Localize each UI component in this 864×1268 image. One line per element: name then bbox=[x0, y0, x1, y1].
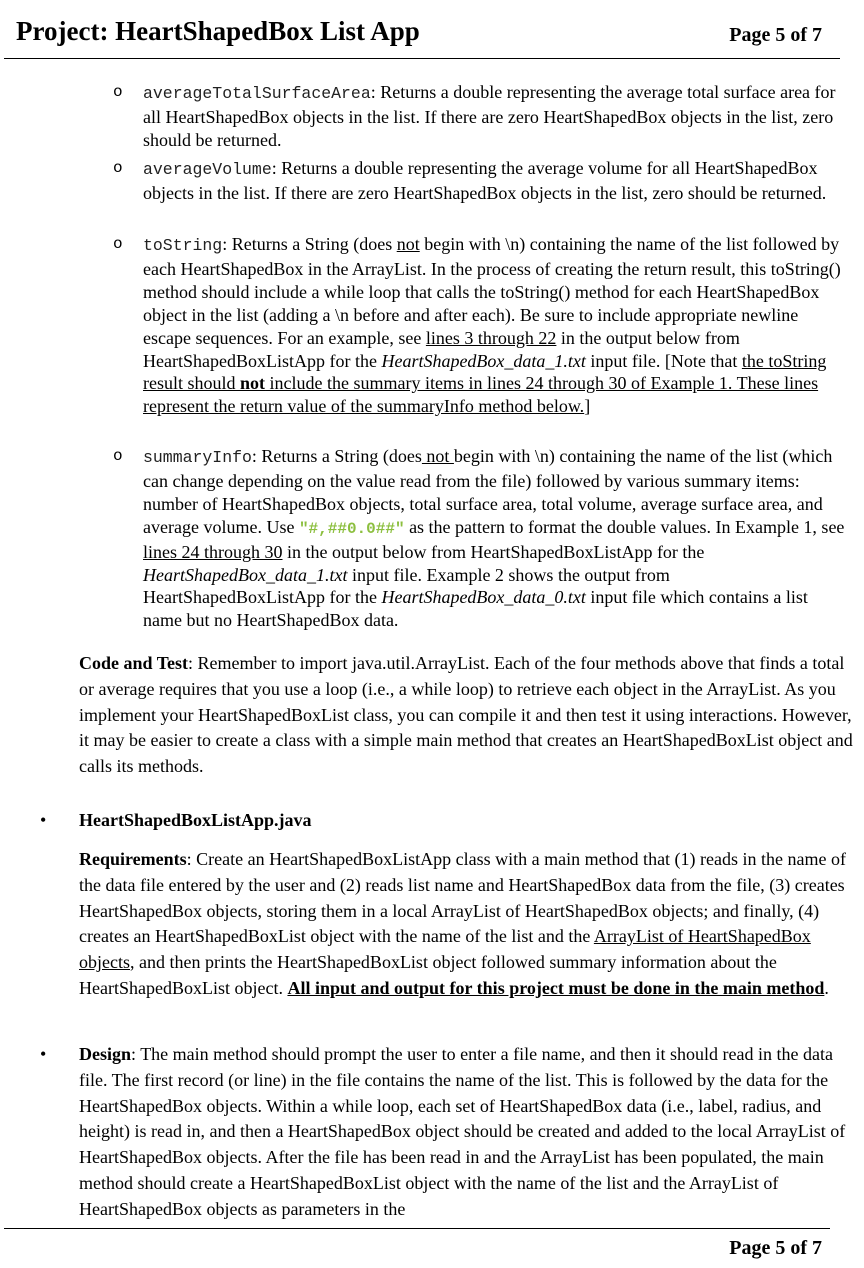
requirements-paragraph bbox=[79, 847, 854, 1002]
text-segment: input file. [Note that bbox=[585, 350, 742, 371]
main-method-emphasis: All input and output for this project must be done in the main method bbox=[287, 977, 825, 998]
file-name: HeartShapedBox_data_1.txt bbox=[143, 564, 348, 585]
method-description: : Returns a double representing the average volume for all HeartShapedBox objects in the list. If there are zero HeartShapedBox objects in the list, zero should be returned. bbox=[143, 158, 827, 203]
paragraph-text: : Remember to import java.util.ArrayList. Each of the four methods above that finds a total or average requires that you use a loop (i.e., a while loop) to retrieve each object in the ArrayList. As you implement your HeartShapedBoxList class, you can compile it and then test it using interactions. However, it may be easier to create a class with a simple main method that creates an HeartShapedBoxList object and calls its methods. bbox=[79, 653, 853, 777]
method-averageTotalSurfaceArea bbox=[143, 81, 845, 152]
header-rule bbox=[4, 58, 840, 59]
sub-bullet-marker: o bbox=[113, 447, 123, 465]
code-and-test-paragraph bbox=[79, 651, 854, 780]
emphasis-not: not bbox=[240, 373, 266, 394]
text-segment: . bbox=[824, 977, 829, 998]
text-segment: : Returns a String (does bbox=[222, 234, 397, 254]
text-segment: in the output below from HeartShapedBoxListApp for the bbox=[282, 541, 705, 562]
method-name: toString bbox=[143, 236, 223, 255]
text-segment: the toString result should bbox=[143, 350, 827, 394]
bullet-marker: • bbox=[40, 1044, 47, 1064]
header-page-number: Page 5 of 7 bbox=[729, 24, 822, 46]
method-name: averageTotalSurfaceArea bbox=[143, 84, 371, 103]
sub-bullet-marker: o bbox=[113, 235, 123, 253]
text-segment: include the summary items in lines 24 through 30 of Example 1. These lines represent the return value of the summaryInfo method below. bbox=[143, 373, 819, 417]
file-name: HeartShapedBox_data_0.txt bbox=[381, 587, 586, 608]
text-segment: in the output below from HeartShapedBoxListApp for the bbox=[143, 327, 740, 371]
text-segment: , and then prints the HeartShapedBoxList object followed summary information about the HeartShapedBoxList object. bbox=[79, 952, 777, 998]
document-title: Project: HeartShapedBox List App bbox=[16, 16, 420, 46]
arraylist-reference: ArrayList of HeartShapedBox objects bbox=[79, 926, 811, 973]
lines-reference: lines 3 through 22 bbox=[425, 327, 557, 348]
text-segment: input file. Example 2 shows the output from HeartShapedBoxListApp for the bbox=[143, 564, 670, 608]
paragraph-text: : The main method should prompt the user to enter a file name, and then it should read in the data file. The first record (or line) in the file contains the name of the list. This is followed by the data for the HeartShapedBox objects. Within a while loop, each set of HeartShapedBox data (i.e., label, radius, and height) is read in, and then a HeartShapedBox object should be created and added to the local ArrayList of HeartShapedBox objects. After the file has been read in and the ArrayList has been populated, the main method should create a HeartShapedBoxList object with the name of the list and the ArrayList of HeartShapedBox objects as parameters in the bbox=[79, 1044, 846, 1219]
text-segment: : Create an HeartShapedBoxListApp class with a main method that (1) reads in the name of the data file entered by the user and (2) reads list name and HeartShapedBox data from the file, (3) creates HeartShapedBox objects, storing them in a local ArrayList of HeartShapedBox objects; and finally, (4) creates an HeartShapedBoxList object with the name of the list and the bbox=[79, 849, 846, 947]
sub-bullet-marker: o bbox=[113, 83, 123, 101]
text-segment: : Returns a String (does bbox=[251, 446, 422, 466]
bullet-marker: • bbox=[40, 810, 47, 830]
section-heading-app: HeartShapedBoxListApp.java bbox=[79, 810, 312, 830]
text-segment: begin with \n) containing the name of the list followed by each HeartShapedBox in the ArrayList. In the process of creating the return result, this toString() method should include a while loop that calls the toString() method for each HeartShapedBox object in the list (adding a \n before and after each). Be sure to include appropriate newline escape sequences. For an example, see bbox=[143, 234, 841, 348]
text-segment: begin with \n) containing the name of the list (which can change depending on the value read from the file) followed by various summary items: number of HeartShapedBox objects, total surface area, total volume, average surface area, and average volume. Use bbox=[143, 446, 833, 537]
method-summaryInfo bbox=[143, 445, 845, 632]
method-toString bbox=[143, 233, 845, 418]
method-description: : Returns a double representing the average total surface area for all HeartShapedBox objects in the list. If there are zero HeartShapedBox objects in the list, zero should be returned. bbox=[143, 82, 836, 150]
footer-rule bbox=[4, 1228, 830, 1229]
design-paragraph bbox=[79, 1042, 854, 1223]
lines-reference: lines 24 through 30 bbox=[143, 541, 283, 562]
method-averageVolume bbox=[143, 157, 845, 205]
paragraph-label: Code and Test bbox=[79, 653, 189, 673]
sub-bullet-marker: o bbox=[113, 159, 123, 177]
text-segment: ] bbox=[584, 396, 591, 417]
text-segment: input file which contains a list name but no HeartShapedBox data. bbox=[143, 587, 808, 631]
format-pattern: "#,##0.0##" bbox=[298, 519, 405, 538]
paragraph-label: Design bbox=[79, 1044, 132, 1064]
emphasis-not: not bbox=[396, 234, 420, 254]
method-name: averageVolume bbox=[143, 160, 272, 179]
footer-page-number: Page 5 of 7 bbox=[729, 1237, 822, 1259]
paragraph-label: Requirements bbox=[79, 849, 187, 869]
text-segment: as the pattern to format the double values. In Example 1, see bbox=[404, 516, 845, 537]
method-name: summaryInfo bbox=[143, 448, 252, 467]
file-name: HeartShapedBox_data_1.txt bbox=[381, 350, 586, 371]
emphasis-not: not bbox=[421, 446, 454, 466]
